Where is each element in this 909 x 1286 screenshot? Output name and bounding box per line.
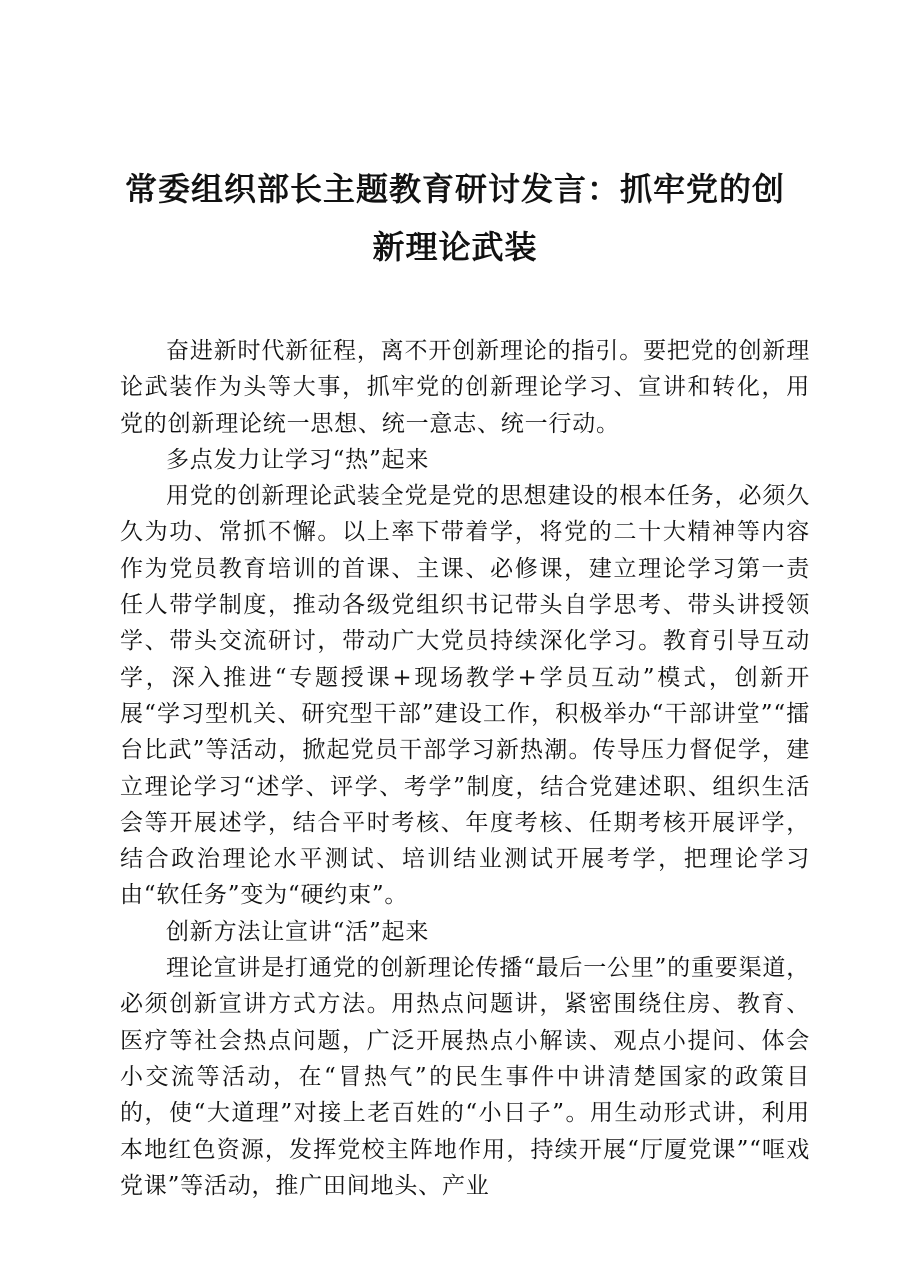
document-body — [120, 333, 810, 1204]
study-paragraph: 用党的创新理论武装全党是党的思想建设的根本任务，必须久久为功、常抓不懈。以上率下带着学，将党的二十大精神等内容作为党员教育培训的首课、主课、必修课，建立理论学习第一责任人带学制度，推动各级党组织书记带头自学思考、带头讲授领学、带头交流研讨，带动广大党员持续深化学习。教育引导互动学，深入推进“专题授课+现场教学+学员互动”模式，创新开展“学习型机关、研究型干部”建设工作，积极举办“干部讲堂”“擂台比武”等活动，掀起党员干部学习新热潮。传导压力督促学，建立理论学习“述学、评学、考学”制度，结合党建述职、组织生活会等开展述学，结合平时考核、年度考核、任期考核开展评学，结合政治理论水平测试、培训结业测试开展考学，把理论学习由“软任务”变为“硬约束”。 — [120, 483, 810, 909]
section-heading-publicity: 创新方法让宣讲“活”起来 — [166, 918, 430, 945]
document-title: 常委组织部长主题教育研讨发言：抓牢党的创新理论武装 — [124, 170, 785, 266]
intro-paragraph: 奋进新时代新征程，离不开创新理论的指引。要把党的创新理论武装作为头等大事，抓牢党的创新理论学习、宣讲和转化，用党的创新理论统一思想、统一意志、统一行动。 — [120, 338, 810, 437]
section-heading-study: 多点发力让学习“热”起来 — [166, 446, 430, 473]
publicity-paragraph: 理论宣讲是打通党的创新理论传播“最后一公里”的重要渠道，必须创新宣讲方式方法。用热点问题讲，紧密围绕住房、教育、医疗等社会热点问题，广泛开展热点小解读、观点小提问、体会小交流等活动，在“冒热气”的民生事件中讲清楚国家的政策目的，使“大道理”对接上老百姓的“小日子”。用生动形式讲，利用本地红色资源，发挥党校主阵地作用，持续开展“厅厦党课”“哐戏党课”等活动，推广田间地头、产业 — [120, 955, 810, 1199]
